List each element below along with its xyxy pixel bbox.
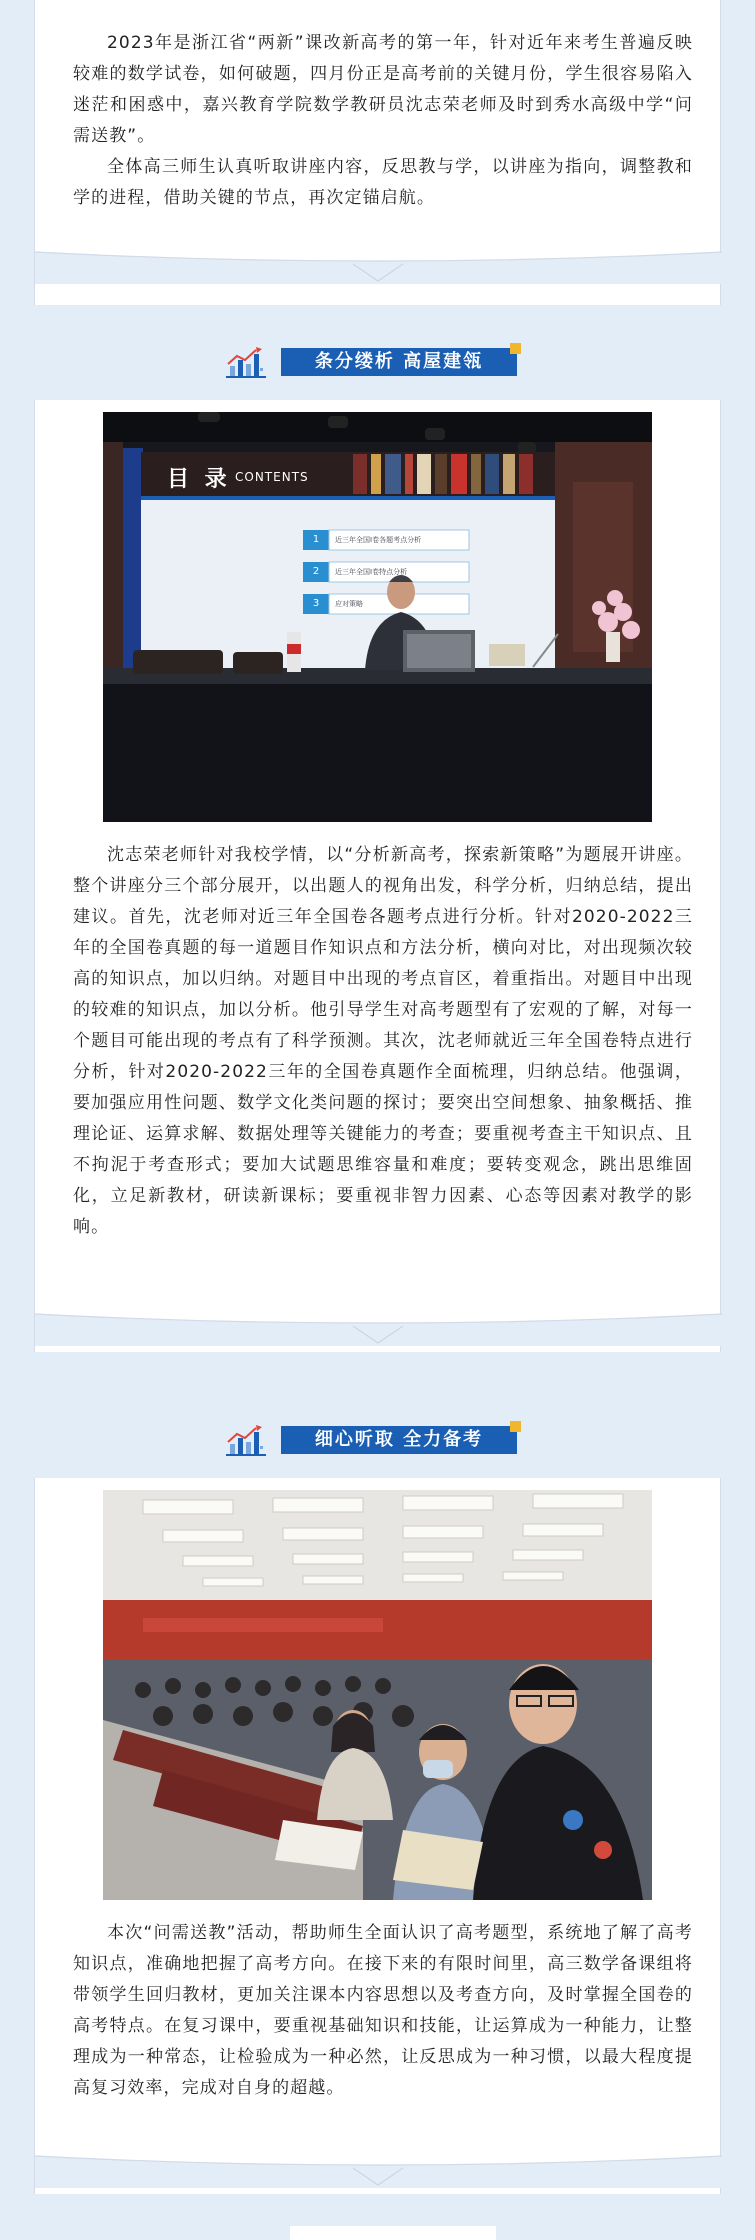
slide-item-1-text: 近三年全国I卷各题考点分析	[335, 536, 422, 544]
lecture-paragraph: 沈志荣老师针对我校学情，以“分析新高考，探索新策略”为题展开讲座。整个讲座分三个部分展开，以出题人的视角出发，科学分析，归纳总结，提出建议。首先，沈老师对近三年全国卷各题考点进行分析。针对2020-2022三年的全国卷真题的每一道题目作知识点和方法分析，横向对比，对出现频次较高的知识点，加以归纳。对题目中出现的考点盲区，着重指出。对题目中出现的较难的知识点，加以分析。他引导学生对高考题型有了宏观的了解，对每一个题目可能出现的考点有了科学预测。其次，沈老师就近三年全国卷特点进行分析，针对2020-2022三年的全国卷真题作全面梳理，归纳总结。他强调，要加强应用性问题、数学文化类问题的探讨；要突出空间想象、抽象概括、推理论证、运算求解、数据处理等关键能力的考查；要重视考查主干知识点、且不拘泥于考查形式；要加大试题思维容量和难度；要转变观念，跳出思维固化，立足新教材，研读新课标；要重视非智力因素、心态等因素对教学的影响。	[73, 845, 693, 1237]
intro-paragraph-2: 全体高三师生认真听取讲座内容，反思教与学，以讲座为指向，调整教和学的进程，借助关键的节点，再次定锚启航。	[73, 157, 693, 208]
lecture-photo	[103, 412, 652, 822]
intro-paragraph-1: 2023年是浙江省“两新”课改新高考的第一年，针对近年来考生普遍反映较难的数学试卷，如何破题，四月份正是高考前的关键月份，学生很容易陷入迷茫和困惑中，嘉兴教育学院数学教研员沈志荣老师及时到秀水高级中学“问需送教”。	[73, 33, 693, 146]
footer-bar	[290, 2226, 496, 2240]
slide-item-3-num: 3	[312, 598, 320, 609]
classroom-card	[34, 1478, 721, 2194]
heading-corner-accent	[510, 1421, 521, 1432]
lecture-card	[34, 400, 721, 1352]
page-curl-decoration	[35, 248, 722, 284]
section-heading-1	[0, 342, 755, 382]
bar-chart-icon	[224, 1424, 268, 1458]
slide-item-2-text: 近三年全国I卷特点分析	[335, 568, 408, 576]
section-heading-1-label: 条分缕析 高屋建瓴	[281, 348, 517, 376]
page-curl-decoration	[35, 1310, 722, 1346]
section-heading-2-label: 细心听取 全力备考	[281, 1426, 517, 1454]
intro-card	[34, 0, 721, 305]
section-heading-2	[0, 1420, 755, 1460]
slide-item-3-text: 应对策略	[335, 600, 363, 608]
slide-subtitle: CONTENTS	[235, 470, 309, 484]
heading-corner-accent	[510, 343, 521, 354]
classroom-photo	[103, 1490, 652, 1900]
slide-item-1-num: 1	[312, 534, 320, 545]
page-curl-decoration	[35, 2152, 722, 2188]
slide-item-2-num: 2	[312, 566, 320, 577]
classroom-paragraph: 本次“问需送教”活动，帮助师生全面认识了高考题型，系统地了解了高考知识点，准确地把握了高考方向。在接下来的有限时间里，高三数学备课组将带领学生回归教材，更加关注课本内容思想以及考查方向，及时掌握全国卷的高考特点。在复习课中，要重视基础知识和技能，让运算成为一种能力，让整理成为一种常态，让检验成为一种必然，让反思成为一种习惯，以最大程度提高复习效率，完成对自身的超越。	[73, 1923, 693, 2098]
bar-chart-icon	[224, 346, 268, 380]
slide-title: 目 录	[167, 467, 231, 492]
